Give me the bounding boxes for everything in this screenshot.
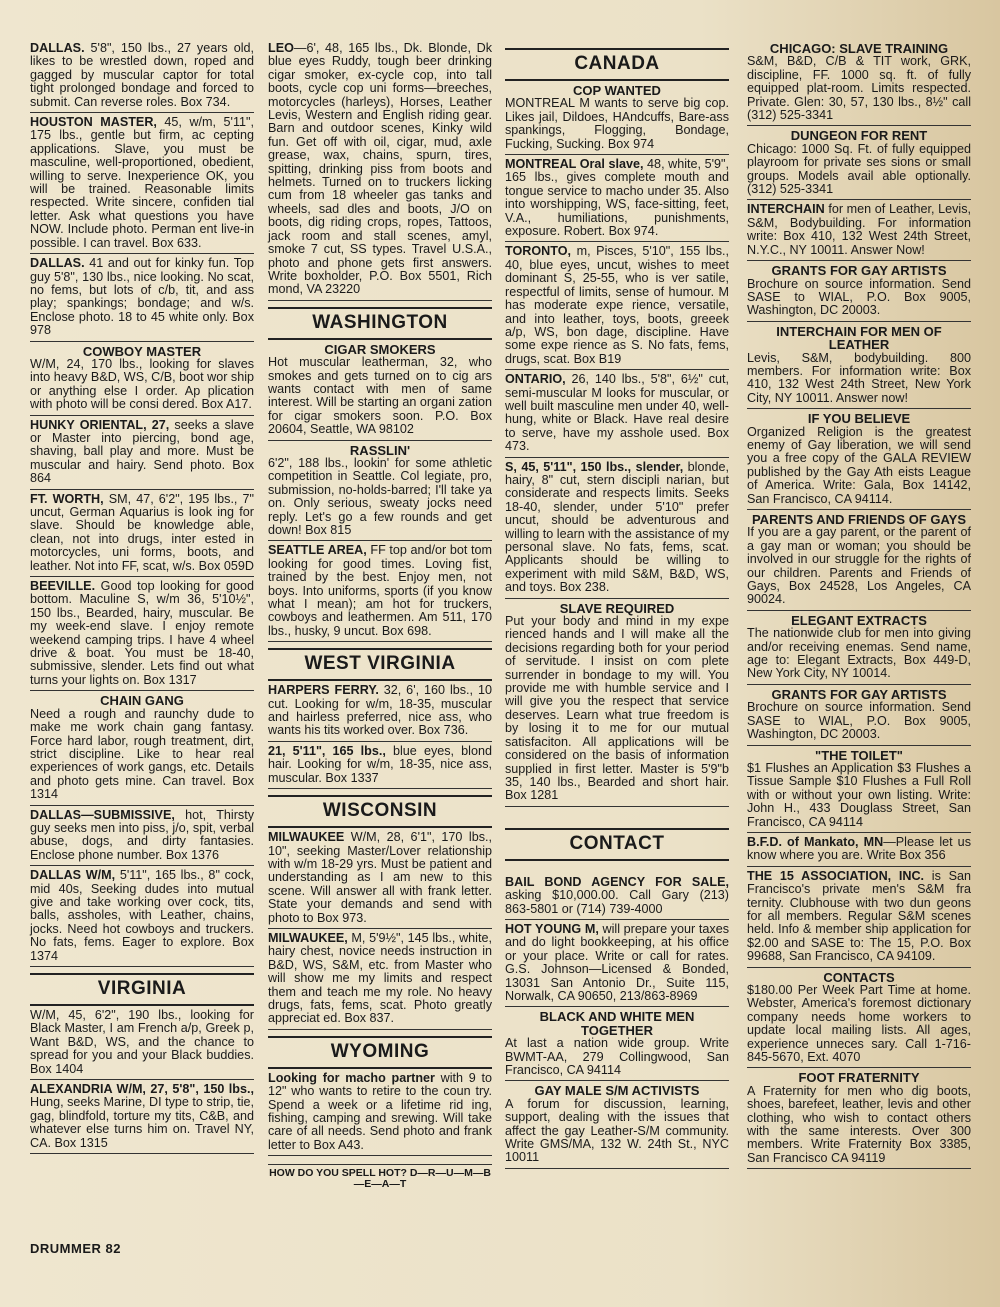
ad-body: M, 5'9½", 145 lbs., white, hairy chest, novice needs instruction in B&D, WS, S&M, etc. from Master who will show me my limits and respect them and teach me my role. No heavy drugs, fats, fems, scat. Photo greatly appreciat ed. Box 837.: [268, 930, 492, 1026]
ad-body: will prepare your taxes and do light bookkeeping, at his office or your place. Write or call for rates. G.S. Johnson—Licensed & Bonded, 13031 San Antonio Dr., Suite 115, Norwalk, CA 90650, 213/863-8969: [505, 921, 729, 1003]
ad-lead: HUNKY ORIENTAL, 27,: [30, 417, 170, 432]
ad-body: for men of Leather, Levis, S&M, Bodybuilding. For information write: Box 410, 132 West 24th Street, N.Y.C., NY 10011. Answer Now!: [747, 202, 971, 257]
classified-ad: [505, 245, 729, 370]
column-4: [747, 42, 971, 1172]
ad-title: CONTACTS: [823, 969, 895, 985]
spell-slogan: HOW DO YOU SPELL HOT? D—R—U—M—B—E—A—T: [268, 1164, 492, 1190]
classified-ad: [747, 749, 971, 833]
ad-lead: SEATTLE AREA,: [268, 543, 367, 558]
ad-body: MONTREAL M wants to serve big cop. Likes jail, Dildoes, HAndcuffs, Bare-ass spankings, Flogging, Bondage, Fucking, Sucking. Box 974: [505, 96, 729, 151]
ad-title: INTERCHAIN FOR MEN OF LEATHER: [776, 323, 942, 353]
ad-body: with 9 to 12" who wants to retire to the coun try. Spend a week or a lifetime rid ing, fishing, camping and srewing. Will take care of all needs. Send photo and frank letter to Box A43.: [268, 1070, 493, 1152]
ad-title: SLAVE REQUIRED: [559, 600, 675, 616]
ad-title: DUNGEON FOR RENT: [790, 128, 928, 144]
ad-lead: S, 45, 5'11", 150 lbs., slender,: [505, 459, 684, 474]
classified-ad: [505, 602, 729, 807]
ad-lead: DALLAS W/M,: [30, 868, 116, 883]
ad-body: blonde, hairy, 8" cut, stern discipli narian, but considerate and respects limits. Seeks 18-40, slender, under 5'10" prefer uncut, should be adventurous and willing to learn with the assistance of my personal slave. No fats, fems, scat. Applicants should be willing to experiment with mild S&M, B&D, WS, and toys. Box 238.: [505, 459, 729, 595]
ad-body: 5'11", 165 lbs., 8" cock, mid 40s, Seeking dudes into mutual give and take working over cock, tits, balls, assholes, with Leather, chains, jocks. Need hot cowboys and truckers. No fats, fems. Eager to explore. Box 1374: [30, 868, 254, 963]
classified-ad: [747, 971, 971, 1069]
classified-ad: [268, 42, 492, 301]
classified-ad: [505, 923, 729, 1007]
ad-list: [268, 831, 492, 1030]
ad-body: Hot muscular leatherman, 32, who smokes and gets turned on to cig ars wants contact with men of same interest. Will be starting an organi zation for cigar smokers soon. P.O. Box 20604, Seattle, WA 98102: [268, 355, 493, 437]
ad-list: [505, 84, 729, 807]
classified-ad: [268, 444, 492, 542]
classified-ad: [505, 461, 729, 599]
classified-ad: [747, 688, 971, 746]
column-1: [30, 42, 254, 1157]
ad-body: W/M, 45, 6'2", 190 lbs., looking for Black Master, I am French a/p, Greek p, Want B&D, WS, and the chance to spread for you and your Black buddies. Box 1404: [30, 1008, 254, 1076]
classified-ad: [268, 544, 492, 642]
classified-ad: [30, 694, 254, 805]
ad-lead: MILWAUKEE,: [268, 930, 348, 945]
section-virginia: VIRGINIA: [30, 973, 254, 1006]
ad-list: [268, 42, 492, 301]
classified-ad: [30, 257, 254, 341]
ad-body: m, Pisces, 5'10", 155 lbs., 40, blue eyes, uncut, wishes to meet dominant S, 25-55, who is ver satile, respectful of limits, sense of humour. M has moderate expe rience, versatile, and into leather, toys, boots, greeek a/p, WS, bon dage, discipline. Have some expe rience as S. No fats, fems, drugs, scat. Box B19: [505, 244, 729, 366]
ad-lead: INTERCHAIN: [747, 202, 825, 217]
classified-ad: [268, 1072, 492, 1156]
ad-body: 48, white, 5'9", 165 lbs., gives complete mouth and tongue service to macho under 35. Also into worshipping, WS, face-sitting, feet, V.A., humiliations, punishments, exposure. Robert. Box 974.: [505, 157, 729, 239]
ad-body: $1 Flushes an Application $3 Flushes a Tissue Sample $10 Flushes a Full Roll with or without your own listing. Write: John H., 433 Douglass Street, San Francisco, CA 94114: [747, 760, 971, 829]
ad-list: [268, 343, 492, 643]
ad-lead: ONTARIO,: [505, 372, 566, 387]
ad-body: is San Francisco's private men's S&M fra ternity. Clubhouse with two dun geons for all members. Regular S&M scenes held. Info & member ship application for $2.00 and SASE to: The 15, P.O. Box 99688, San Francisco, CA 94109.: [747, 868, 971, 964]
ad-lead: THE 15 ASSOCIATION, INC.: [747, 868, 925, 883]
ad-title: GRANTS FOR GAY ARTISTS: [771, 263, 947, 279]
ad-body: 41 and out for kinky fun. Top guy 5'8", 130 lbs., nice looking. No scat, no fems, but lots of c/b, tit, and ass play; spankings; bondage; and w/s. Enclose photo. 18 to 45 white only. Box 978: [30, 256, 254, 338]
ad-title: COP WANTED: [573, 83, 661, 98]
classified-ad: [30, 116, 254, 254]
ad-title: CHICAGO: SLAVE TRAINING: [769, 41, 949, 56]
ad-body: —6', 48, 165 lbs., Dk. Blonde, Dk blue eyes Ruddy, tough beer drinking cigar smoker, ex-cycle cop, into tall boots, cycle cop uni forms—breeches, motorcycles (harleys), Horses, Leather Levis, Western and English riding gear. Barn and outdoor scenes, Kinky wild fun. Get off with oil, cigar, mud, axle grease, wax, chains, spurn, tires, spitting, drinking piss from boots and helmets. Turned on to truckers licking cum from 18 wheeler gas tanks and wheels, sad dles and boots, J/O on boots, dig riding crops, ropes, Tattoos, jack room and stall scenes, amyl, smoke 7 cut, SS types. Travel U.S.A., photo and phone gets first answers. Write boxholder, P.O. Box 5501, Rich mond, VA 23220: [268, 41, 492, 297]
ad-lead: 21, 5'11", 165 lbs.,: [268, 743, 386, 758]
ad-list: [747, 42, 971, 1169]
classified-ad: [30, 493, 254, 577]
classified-ad: [30, 809, 254, 867]
ad-body: 45, w/m, 5'11", 175 lbs., gentle but firm, ac cepting applications. Slave, you must be masculine, well-proportioned, obedient, willing to serve. Inexperience OK, you will be trained. Reasonable limits respected. Write sincere, confiden tial letter. Ask what questions you have NOW. Include photo. Perman ent live-in possible. I can travel. Box 633.: [30, 115, 254, 250]
ad-list: [268, 684, 492, 789]
page-footer: DRUMMER 82: [30, 1241, 121, 1256]
classified-ad: [30, 580, 254, 691]
classified-ad: [747, 1071, 971, 1169]
ad-title: RASSLIN': [349, 442, 411, 458]
ad-lead: DALLAS.: [30, 41, 85, 55]
ad-body: S&M, B&D, C/B & TIT work, GRK, discipline, FF. 1000 sq. ft. of fully equipped plat-room. Limits respected. Private. Glen: 30, 57, 130 lbs., 8½" call (312) 525-3341: [747, 54, 971, 123]
ad-title: CIGAR SMOKERS: [324, 341, 436, 357]
ad-body: 5'8", 150 lbs., 27 years old, likes to be wrestled down, roped and gagged by muscular captor for total tight prolonged bondage and forced to submit. Can reverse roles. Box 734.: [30, 41, 254, 109]
classified-ad: [268, 684, 492, 742]
classified-ad: [268, 745, 492, 789]
section-canada: CANADA: [505, 48, 729, 81]
ad-body: If you are a gay parent, or the parent of a gay man or woman; you should be involved in our struggle for the rights of our children. Parents and Friends of Gays, Box 24528, Los Angeles, CA 90024.: [747, 525, 971, 607]
classified-ad: [505, 876, 729, 920]
classified-ad: [505, 1010, 729, 1081]
ad-title: CHAIN GANG: [100, 693, 184, 709]
section-wisconsin: WISCONSIN: [268, 795, 492, 828]
ad-body: 26, 140 lbs., 5'8", 6½" cut, semi-muscular M looks for muscular, or well built masculine men under 40, well-hung, white or Black. Have real desire to serve, have my asshole used. Box 473.: [505, 372, 729, 454]
classified-ad: [30, 1009, 254, 1080]
ad-body: FF top and/or bot tom looking for good times. Loving fist, trained by the best. Enjoy men, not boys. Into uniforms, sports (if you know what I mean); am hot for truckers, cowboys and leathermen. Am 511, 170 lbs., husky, 9 uncut. Box 698.: [268, 543, 492, 638]
section-contact: CONTACT: [505, 828, 729, 861]
classified-ad: [268, 343, 492, 441]
classified-ad: [747, 870, 971, 968]
ad-lead: ALEXANDRIA W/M, 27, 5'8", 150 lbs.,: [30, 1082, 254, 1097]
classified-ad: [268, 831, 492, 929]
ad-body: The nationwide club for men into giving and/or receiving enemas. Send name, age to: Elegant Extracts, Box 449-D, New York City, NY 10014.: [747, 626, 971, 681]
classified-ad: [747, 129, 971, 200]
column-3: [505, 42, 729, 1172]
classified-ad: [747, 412, 971, 510]
classified-ad: [747, 614, 971, 685]
ad-body: 32, 6', 160 lbs., 10 cut. Looking for w/m, 18-35, muscular and hairless preferred, nice ass, who wants his tits worked over. Box 736.: [268, 683, 492, 738]
ad-body: —Please let us know where you are. Write Box 356: [747, 834, 971, 863]
ad-title: "THE TOILET": [815, 747, 903, 763]
ad-title: COWBOY MASTER: [82, 343, 202, 359]
ad-title: ELEGANT EXTRACTS: [791, 612, 927, 628]
ad-lead: BAIL BOND AGENCY FOR SALE,: [505, 874, 729, 889]
classified-ad: [30, 869, 254, 967]
ad-lead: MILWAUKEE: [268, 830, 345, 845]
ad-lead: HARPERS FERRY.: [268, 683, 379, 698]
classified-ad: [747, 42, 971, 126]
ad-body: A Fraternity for men who dig boots, shoes, barefeet, leather, levis and other clothing, who wish to contact others with the same interests. Over 300 members. Write Fraternity Box 3385, San Francisco CA 94119: [747, 1083, 971, 1165]
ad-list: [30, 42, 254, 967]
ad-body: Need a rough and raunchy dude to make me work chain gang fantasy. Force hard labor, rough treatment, dirt, strict discipline. Like to hear real experiences of work gangs, etc. Details and photo gets mine. Can travel. Box 1314: [30, 706, 254, 802]
ad-body: Brochure on source information. Send SASE to WIAL, P.O. Box 9005, Washington, DC 20003.: [747, 700, 971, 742]
ad-body: W/M, 28, 6'1", 170 lbs., 10", seeking Master/Lover relationship with w/m 18-29 yrs. Must be patient and understanding as I am new to this scene. Will answer all with frank letter. State your demands and send with photo to Box 973.: [268, 830, 492, 925]
ad-list: [505, 876, 729, 1169]
ad-lead: DALLAS.: [30, 256, 85, 271]
ad-lead: DALLAS—SUBMISSIVE,: [30, 807, 175, 822]
classified-ad: [30, 345, 254, 416]
ad-body: blue eyes, blond hair. Looking for w/m, 18-35, nice ass, muscular. Box 1337: [268, 743, 492, 785]
column-2: [268, 42, 492, 1190]
classified-ad: [747, 836, 971, 867]
ad-lead: HOUSTON MASTER,: [30, 115, 157, 130]
ad-lead: HOT YOUNG M,: [505, 921, 599, 936]
ad-body: $180.00 Per Week Part Time at home. Webster, America's foremost dictionary company needs home workers to update local mailing lists. All ages, experience unneces sary. Call 1-716-845-5670, Ext. 4070: [747, 983, 971, 1065]
classified-ad: [505, 84, 729, 155]
classified-ad: [505, 158, 729, 242]
ad-lead: B.F.D. of Mankato, MN: [747, 834, 884, 849]
ad-title: GAY MALE S/M ACTIVISTS: [534, 1083, 700, 1099]
classified-ad: [747, 203, 971, 261]
ad-body: Hung, seeks Marine, DI type to strip, tie, gag, blindfold, torture my tits, C&B, and whatever else turns him on. Travel NY, CA. Box 1315: [30, 1095, 254, 1150]
ad-lead: Looking for macho partner: [268, 1070, 435, 1085]
classified-ad: [747, 513, 971, 611]
section-washington: WASHINGTON: [268, 307, 492, 340]
ad-body: Levis, S&M, bodybuilding. 800 members. For information write: Box 410, 132 West 24th Street, New York City, NY 10011. Answer now!: [747, 350, 971, 405]
ad-body: Organized Religion is the greatest enemy of Gay liberation, we will send you a free copy of the GALA REVIEW published by the Gay Ath eists League of America. Write: Gala, Box 14142, San Francisco, CA 94114.: [747, 424, 971, 506]
ad-body: A forum for discussion, learning, support, dealing with the issues that affect the gay Leather-S/M community. Write GMS/MA, 132 W. 24th St., NYC 10011: [505, 1096, 729, 1165]
classified-ad: [30, 419, 254, 490]
ad-body: Brochure on source information. Send SASE to WIAL, P.O. Box 9005, Washington, DC 20003.: [747, 276, 971, 318]
ad-body: seeks a slave or Master into piercing, bond age, shaving, ball play and more. Must be muscular and hairy. Send photo. Box 864: [30, 417, 254, 486]
ad-body: Chicago: 1000 Sq. Ft. of fully equipped playroom for private ses sions or small groups. Models avail able optionally. (312) 525-3341: [747, 141, 971, 197]
ad-body: asking $10,000.00. Call Gary (213) 863-5801 or (714) 739-4000: [505, 888, 729, 916]
ad-lead: MONTREAL Oral slave,: [505, 157, 644, 172]
ad-body: At last a nation wide group. Write BWMT-AA, 279 Collingwood, San Francisco, CA 94114: [505, 1036, 729, 1077]
ad-title: BLACK AND WHITE MEN TOGETHER: [539, 1009, 695, 1038]
classified-ad: [30, 42, 254, 113]
ad-lead: LEO: [268, 41, 294, 55]
classified-ad: [747, 264, 971, 322]
ad-title: IF YOU BELIEVE: [807, 411, 911, 427]
classified-ad: [268, 932, 492, 1030]
classified-ad: [30, 1083, 254, 1154]
ad-body: Put your body and mind in my expe rienced hands and I will make all the decisions regarding both for your period of servitude. I insist on com plete surrender in bondage to my will. You provide me with humble service and I will give you the respect that service deserves. Learn what true freedom is by losing it to me for our mutual satisfaciton. All applications will be considered on the basis of information supplied in first letter. Master is 5'9"b 35, 140 lbs., Bearded and short hair. Box 1281: [505, 614, 729, 803]
ad-body: SM, 47, 6'2", 195 lbs., 7" uncut, German Aquarius is look ing for slave. Should be knowledge able, clean, not into drugs, inter ested in motorcycles, uni forms, boots, and leather. Not into FF, scat, w/s. Box 059D: [30, 491, 254, 573]
classified-ad: [505, 373, 729, 457]
classified-ad: [505, 1084, 729, 1168]
ad-list: [30, 1009, 254, 1154]
ad-body: W/M, 24, 170 lbs., looking for slaves into heavy B&D, WS, C/B, boot wor ship or anything else I order. Ap plication with photo will be consi dered. Box A17.: [30, 356, 254, 412]
ad-lead: FT. WORTH,: [30, 491, 104, 506]
ad-body: 6'2", 188 lbs., lookin' for some athletic competition in Seattle. Col legiate, pro, submission, no-holds-barred; I'll take ya on. Only serious, sweaty jocks need reply. Let's go a few rounds and get down! Box 815: [268, 455, 492, 537]
classified-ad: [747, 325, 971, 409]
ad-title: GRANTS FOR GAY ARTISTS: [771, 686, 947, 702]
ad-body: Good top looking for good bottom. Maculine S, w/m 36, 5'10½", 150 lbs., Bearded, hairy, muscular. Be my week-end slave. I enjoy remote weekend camping trips. I have 4 wheel drive & boat. You must be 18-40, submissive, slender. Lets find out what turns your lights on. Box 1317: [30, 579, 254, 687]
ad-list: [268, 1072, 492, 1156]
ad-lead: TORONTO,: [505, 244, 572, 259]
section-west-virginia: WEST VIRGINIA: [268, 648, 492, 681]
ad-title: PARENTS AND FRIENDS OF GAYS: [751, 512, 967, 527]
ad-title: FOOT FRATERNITY: [798, 1070, 920, 1086]
ad-lead: BEEVILLE.: [30, 579, 96, 594]
ad-body: hot, Thirsty guy seeks men into piss, j/o, spit, verbal abuse, dogs, and dirty fantasies. Enclose phone number. Box 1376: [30, 807, 254, 862]
section-wyoming: WYOMING: [268, 1036, 492, 1069]
